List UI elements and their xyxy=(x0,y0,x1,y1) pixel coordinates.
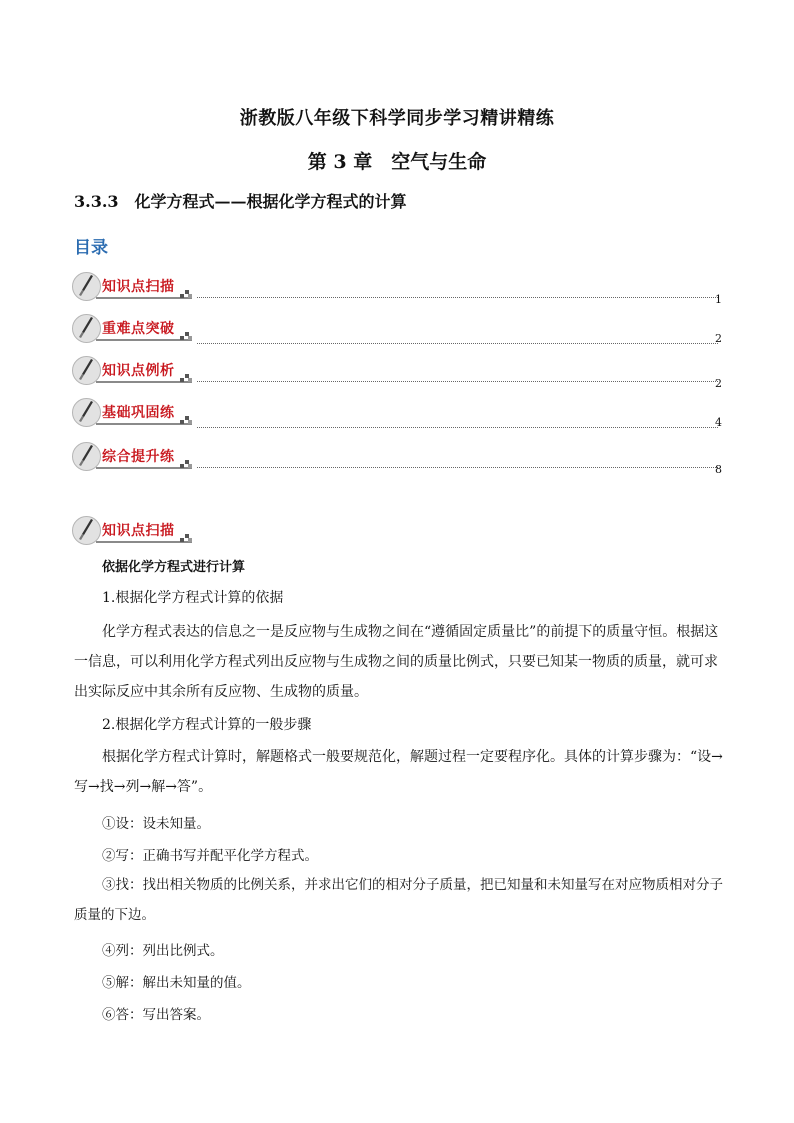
step-item: ④列：列出比例式。 xyxy=(102,943,224,959)
section-badge xyxy=(72,440,194,472)
toc-item[interactable] xyxy=(72,270,722,310)
point2-title: 2.根据化学方程式计算的一般步骤 xyxy=(102,717,312,733)
badge-underline xyxy=(96,381,192,383)
squares-icon xyxy=(180,290,192,298)
squares-icon xyxy=(180,416,192,424)
toc-item[interactable] xyxy=(72,312,722,352)
chapter-title: 第 3 章 空气与生命 xyxy=(307,151,487,173)
toc-item[interactable] xyxy=(72,396,722,436)
toc-leader xyxy=(197,381,718,382)
toc-item[interactable] xyxy=(72,354,722,394)
squares-icon xyxy=(180,460,192,468)
badge-underline xyxy=(96,541,192,543)
toc-heading: 目录 xyxy=(74,238,108,258)
toc-leader xyxy=(197,297,718,298)
toc-item-label: 基础巩固练 xyxy=(102,405,175,421)
section-badge-label: 知识点扫描 xyxy=(102,523,175,539)
squares-icon xyxy=(180,534,192,542)
point2-paragraph: 根据化学方程式计算时，解题格式一般要规范化，解题过程一定要程序化。具体的计算步骤为：“设→写→找→列→解→答”。 xyxy=(74,749,723,795)
section-title: 3.3.3 化学方程式——根据化学方程式的计算 xyxy=(74,192,407,211)
toc-page-number: 2 xyxy=(715,332,722,345)
step-item: ⑤解：解出未知量的值。 xyxy=(102,975,251,991)
document-title: 浙教版八年级下科学同步学习精讲精练 xyxy=(239,108,555,129)
toc-item-label: 重难点突破 xyxy=(102,321,175,337)
toc-leader xyxy=(197,343,718,344)
step-item: ②写：正确书写并配平化学方程式。 xyxy=(102,848,318,864)
toc-leader xyxy=(197,467,718,468)
section-badge xyxy=(72,354,194,386)
toc-item-label: 综合提升练 xyxy=(102,449,175,465)
section-badge xyxy=(72,514,202,548)
point1-paragraph: 化学方程式表达的信息之一是反应物与生成物之间在“遵循固定质量比”的前提下的质量守恒。根据这一信息，可以利用化学方程式列出反应物与生成物之间的质量比例式，只要已知某一物质的质量，就可求出实际反应中其余所有反应物、生成物的质量。 xyxy=(74,624,719,700)
toc-leader xyxy=(197,427,718,428)
step-item: ⑥答：写出答案。 xyxy=(102,1007,210,1023)
toc-item-label: 知识点例析 xyxy=(102,363,175,379)
point1-title: 1.根据化学方程式计算的依据 xyxy=(102,590,284,606)
toc-page-number: 2 xyxy=(715,377,722,390)
body-subtitle: 依据化学方程式进行计算 xyxy=(102,560,246,575)
toc-item-label: 知识点扫描 xyxy=(102,279,175,295)
toc-page-number: 8 xyxy=(715,463,722,476)
badge-underline xyxy=(96,467,192,469)
step-item: ①设：设未知量。 xyxy=(102,816,210,832)
toc-item[interactable] xyxy=(72,440,722,480)
squares-icon xyxy=(180,374,192,382)
badge-underline xyxy=(96,297,192,299)
toc-page-number: 4 xyxy=(715,416,722,429)
step-item: ③找：找出相关物质的比例关系，并求出它们的相对分子质量，把已知量和未知量写在对应物质相对分子质量的下边。 xyxy=(74,877,723,923)
badge xyxy=(72,514,194,546)
badge-underline xyxy=(96,423,192,425)
badge-underline xyxy=(96,339,192,341)
section-badge xyxy=(72,396,194,428)
section-badge xyxy=(72,270,194,302)
toc-page-number: 1 xyxy=(715,293,722,306)
squares-icon xyxy=(180,332,192,340)
section-badge xyxy=(72,312,194,344)
